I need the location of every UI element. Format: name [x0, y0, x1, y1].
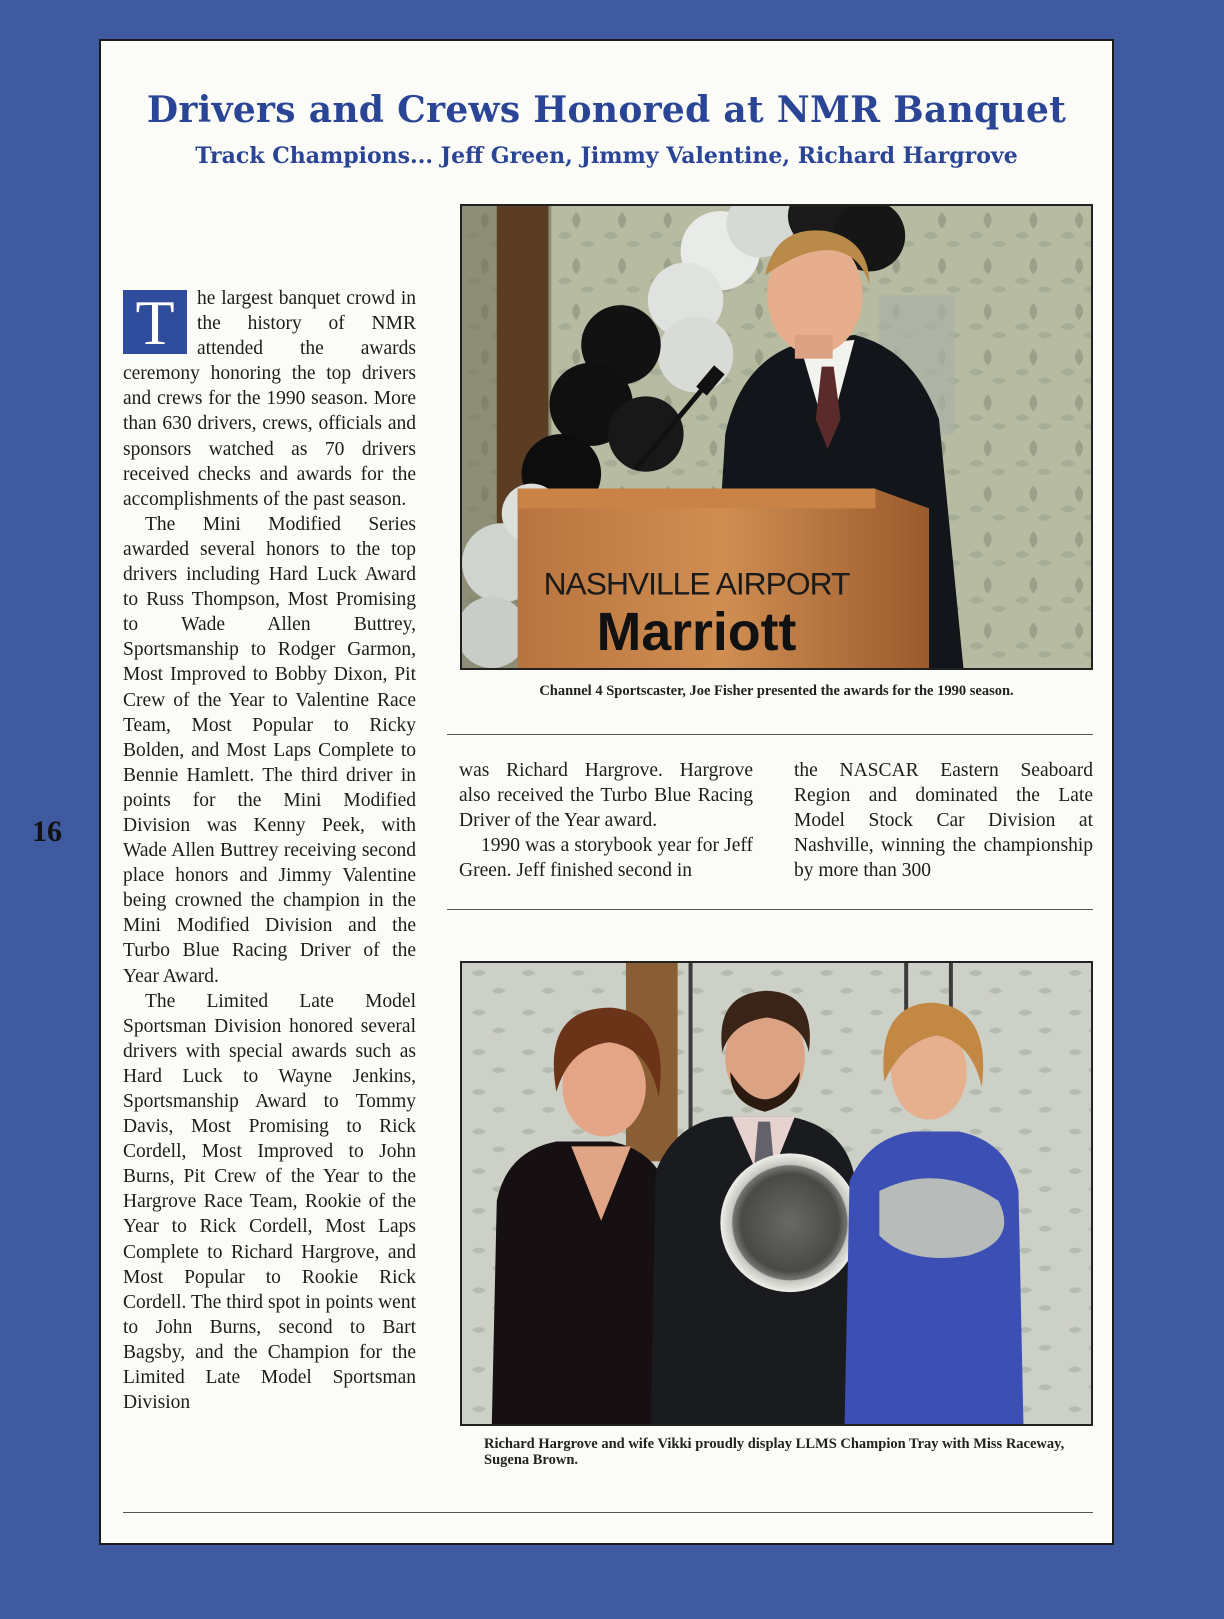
article-paragraph-3: The Limited Late Model Sportsman Division honored several drivers with special awards such as Hard Luck to Wayne Jenkins, Sportsmanship Award to Tommy Davis, Most Promising to Rick Cordell, Most Improved to John Burns, Pit Crew of the Year to the Hargrove Race Team, Rookie of the Year to Rick Cordell, Most Laps Complete to Richard Hargrove, and Most Popular to Rookie Rick Cordell. The third spot in points went to John Burns, second to Bart Bagsby, and the Champion for the Limited Late Model Sportsman Division: [123, 990, 416, 1414]
photo-caption-2: Richard Hargrove and wife Vikki proudly display LLMS Champion Tray with Miss Raceway, Sugena Brown.: [484, 1436, 1065, 1468]
photo-podium-speaker: [460, 204, 1093, 670]
paragraph-1-text: he largest banquet crowd in the history of NMR attended the awards ceremony honoring the top drivers and crews for the 1990 season. More than 630 drivers, crews, officials and sponsors watched as 70 drivers received checks and awards for the accomplishments of the past season.: [123, 288, 416, 510]
photo-champion-tray: [460, 961, 1093, 1426]
article-paragraph-2: The Mini Modified Series awarded several honors to the top drivers including Hard Luck Award to Russ Thompson, Most Promising to Wade Allen Buttrey, Sportsmanship to Rodger Garmon, Most Improved to Bobby Dixon, Pit Crew of the Year to Valentine Race Team, Most Popular to Ricky Bolden, and Most Laps Complete to Bennie Hamlett. The third driver in points for the Mini Modified Division was Kenny Peek, with Wade Allen Buttrey receiving second place honors and Jimmy Valentine being crowned the champion in the Mini Modified Division and the Turbo Blue Racing Driver of the Year Award.: [123, 513, 416, 987]
article-subtitle: Track Champions... Jeff Green, Jimmy Valentine, Richard Hargrove: [195, 143, 1018, 169]
podium-sign-line1: NASHVILLE AIRPORT: [543, 565, 850, 602]
article-column-left: [123, 286, 416, 1415]
podium-sign-line2: Marriott: [596, 602, 797, 663]
photo-caption-1: Channel 4 Sportscaster, Joe Fisher presented the awards for the 1990 season.: [539, 683, 1014, 699]
article-paragraph-1: [123, 286, 416, 512]
right-paragraph-1: the NASCAR Eastern Seaboard Region and dominated the Late Model Stock Car Division at Nashville, winning the championship by more than 300: [794, 760, 1093, 881]
article-column-right: [794, 758, 1093, 888]
champion-photo-image: [462, 963, 1091, 1424]
podium-photo-image: [462, 206, 1091, 668]
magazine-page: [99, 39, 1114, 1545]
divider-rule-1: [447, 734, 1093, 735]
article-column-middle: [459, 758, 753, 888]
drop-cap: T: [123, 290, 187, 354]
divider-rule-3: [123, 1512, 1093, 1513]
middle-paragraph-1: was Richard Hargrove. Hargrove also received the Turbo Blue Racing Driver of the Year award.: [459, 760, 753, 831]
article-title: Drivers and Crews Honored at NMR Banquet: [146, 89, 1067, 131]
middle-paragraph-2: 1990 was a storybook year for Jeff Green. Jeff finished second in: [459, 835, 753, 881]
divider-rule-2: [447, 909, 1093, 910]
page-number: 16: [32, 815, 62, 848]
